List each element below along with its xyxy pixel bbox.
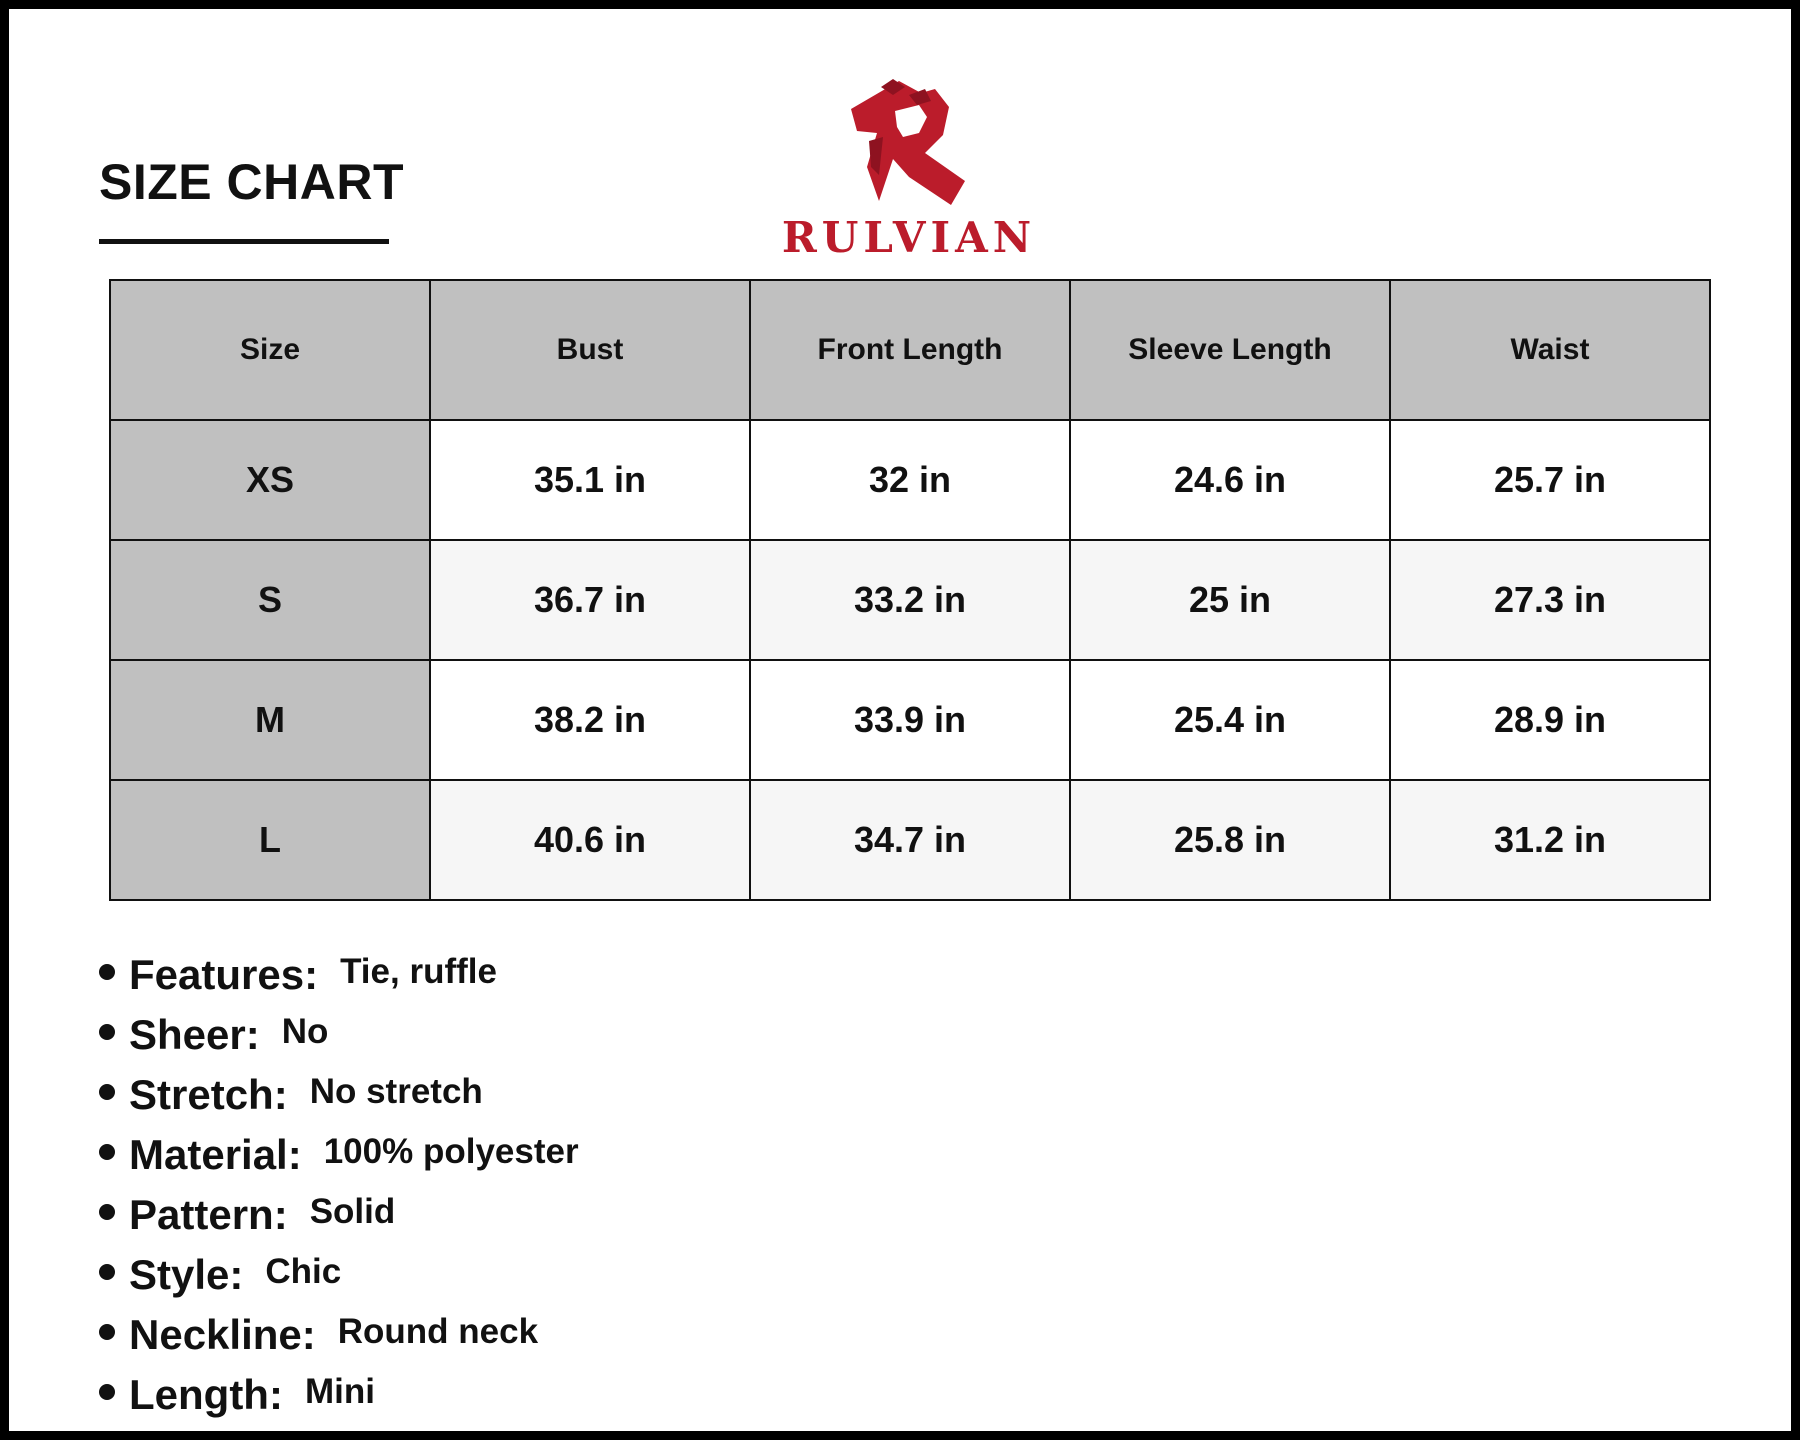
spec-label: Sheer: bbox=[129, 1011, 260, 1058]
spec-value: Tie, ruffle bbox=[340, 952, 497, 991]
table-row bbox=[110, 540, 1710, 660]
front-length-cell: 32 in bbox=[750, 420, 1070, 540]
column-header-waist: Waist bbox=[1390, 280, 1710, 420]
bullet-icon bbox=[99, 1144, 115, 1160]
bust-cell: 38.2 in bbox=[430, 660, 750, 780]
waist-cell: 28.9 in bbox=[1390, 660, 1710, 780]
sleeve-length-cell: 24.6 in bbox=[1070, 420, 1390, 540]
brand-name: RULVIAN bbox=[781, 213, 1037, 262]
brand-logo bbox=[779, 71, 1039, 261]
waist-cell: 27.3 in bbox=[1390, 540, 1710, 660]
size-cell: L bbox=[110, 780, 430, 900]
bullet-icon bbox=[99, 1084, 115, 1100]
front-length-cell: 33.2 in bbox=[750, 540, 1070, 660]
sleeve-length-cell: 25.4 in bbox=[1070, 660, 1390, 780]
spec-value: Round neck bbox=[337, 1312, 539, 1351]
sleeve-length-cell: 25 in bbox=[1070, 540, 1390, 660]
column-header-sleeve-length: Sleeve Length bbox=[1070, 280, 1390, 420]
spec-value: Chic bbox=[265, 1252, 342, 1291]
spec-label: Material: bbox=[129, 1131, 302, 1178]
size-table bbox=[109, 279, 1711, 901]
bullet-icon bbox=[99, 1024, 115, 1040]
rulvian-r-logo-icon bbox=[839, 71, 979, 211]
spec-item-neckline bbox=[99, 1305, 999, 1365]
spec-item-style bbox=[99, 1245, 999, 1305]
bust-cell: 35.1 in bbox=[430, 420, 750, 540]
product-specs-list bbox=[99, 945, 999, 1425]
bullet-icon bbox=[99, 1384, 115, 1400]
sleeve-length-cell: 25.8 in bbox=[1070, 780, 1390, 900]
bullet-icon bbox=[99, 1324, 115, 1340]
spec-label: Stretch: bbox=[129, 1071, 288, 1118]
spec-value: No stretch bbox=[309, 1072, 483, 1111]
spec-item-pattern bbox=[99, 1185, 999, 1245]
bust-cell: 36.7 in bbox=[430, 540, 750, 660]
table-header-row bbox=[110, 280, 1710, 420]
spec-item-material bbox=[99, 1125, 999, 1185]
page-title: SIZE CHART bbox=[99, 154, 404, 210]
bust-cell: 40.6 in bbox=[430, 780, 750, 900]
spec-value: No bbox=[281, 1012, 329, 1051]
table-row bbox=[110, 660, 1710, 780]
column-header-size: Size bbox=[110, 280, 430, 420]
spec-label: Neckline: bbox=[129, 1311, 316, 1358]
column-header-bust: Bust bbox=[430, 280, 750, 420]
spec-value: Solid bbox=[309, 1192, 396, 1231]
spec-label: Length: bbox=[129, 1371, 283, 1418]
spec-label: Style: bbox=[129, 1251, 244, 1298]
front-length-cell: 34.7 in bbox=[750, 780, 1070, 900]
table-row bbox=[110, 420, 1710, 540]
spec-label: Features: bbox=[129, 951, 319, 998]
size-cell: XS bbox=[110, 420, 430, 540]
spec-value: 100% polyester bbox=[323, 1132, 579, 1171]
spec-value: Mini bbox=[304, 1372, 375, 1411]
column-header-front-length: Front Length bbox=[750, 280, 1070, 420]
spec-label: Pattern: bbox=[129, 1191, 288, 1238]
front-length-cell: 33.9 in bbox=[750, 660, 1070, 780]
size-cell: S bbox=[110, 540, 430, 660]
waist-cell: 25.7 in bbox=[1390, 420, 1710, 540]
waist-cell: 31.2 in bbox=[1390, 780, 1710, 900]
bullet-icon bbox=[99, 1204, 115, 1220]
spec-item-length bbox=[99, 1365, 999, 1425]
spec-item-stretch bbox=[99, 1065, 999, 1125]
bullet-icon bbox=[99, 964, 115, 980]
title-underline bbox=[99, 239, 389, 244]
spec-item-sheer bbox=[99, 1005, 999, 1065]
bullet-icon bbox=[99, 1264, 115, 1280]
spec-item-features bbox=[99, 945, 999, 1005]
size-cell: M bbox=[110, 660, 430, 780]
table-row bbox=[110, 780, 1710, 900]
